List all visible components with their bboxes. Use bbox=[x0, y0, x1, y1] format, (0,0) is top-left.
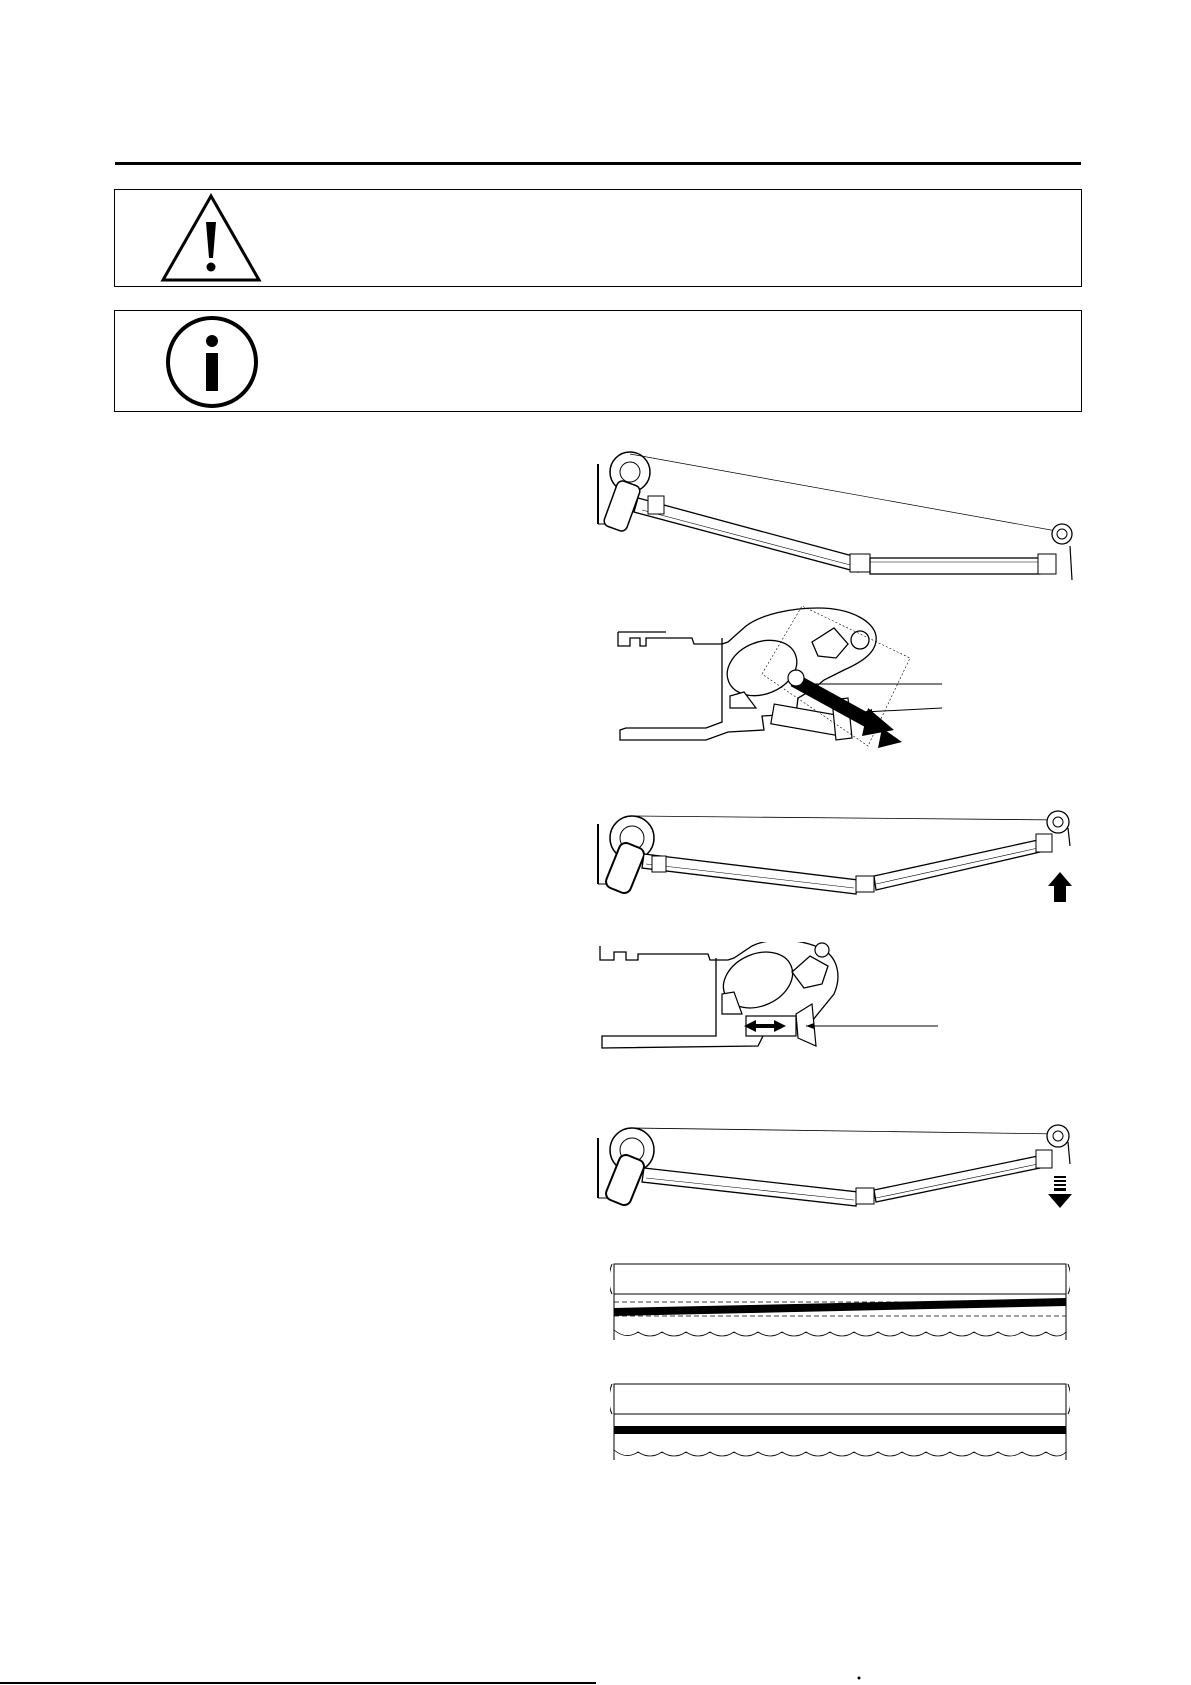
figure-front-bar-uneven bbox=[610, 1262, 1070, 1342]
up-arrow-icon bbox=[1048, 872, 1072, 902]
warning-triangle-icon bbox=[159, 192, 263, 286]
figure-front-bar-level bbox=[610, 1382, 1070, 1462]
info-notice bbox=[114, 310, 1082, 412]
figure-arm-raise bbox=[592, 806, 1082, 924]
footer-mark bbox=[857, 1676, 861, 1680]
down-arrow-icon bbox=[1048, 1176, 1072, 1208]
header-rule bbox=[115, 162, 1081, 165]
warning-notice bbox=[114, 189, 1082, 287]
figure-arm-extended bbox=[592, 450, 1082, 582]
footer-rule bbox=[0, 1682, 596, 1684]
figure-shoulder-bracket-bolt-removal bbox=[612, 598, 952, 768]
figure-arm-lower bbox=[592, 1120, 1082, 1216]
figure-shoulder-bracket-adjust bbox=[598, 942, 944, 1050]
info-circle-icon bbox=[165, 315, 259, 409]
